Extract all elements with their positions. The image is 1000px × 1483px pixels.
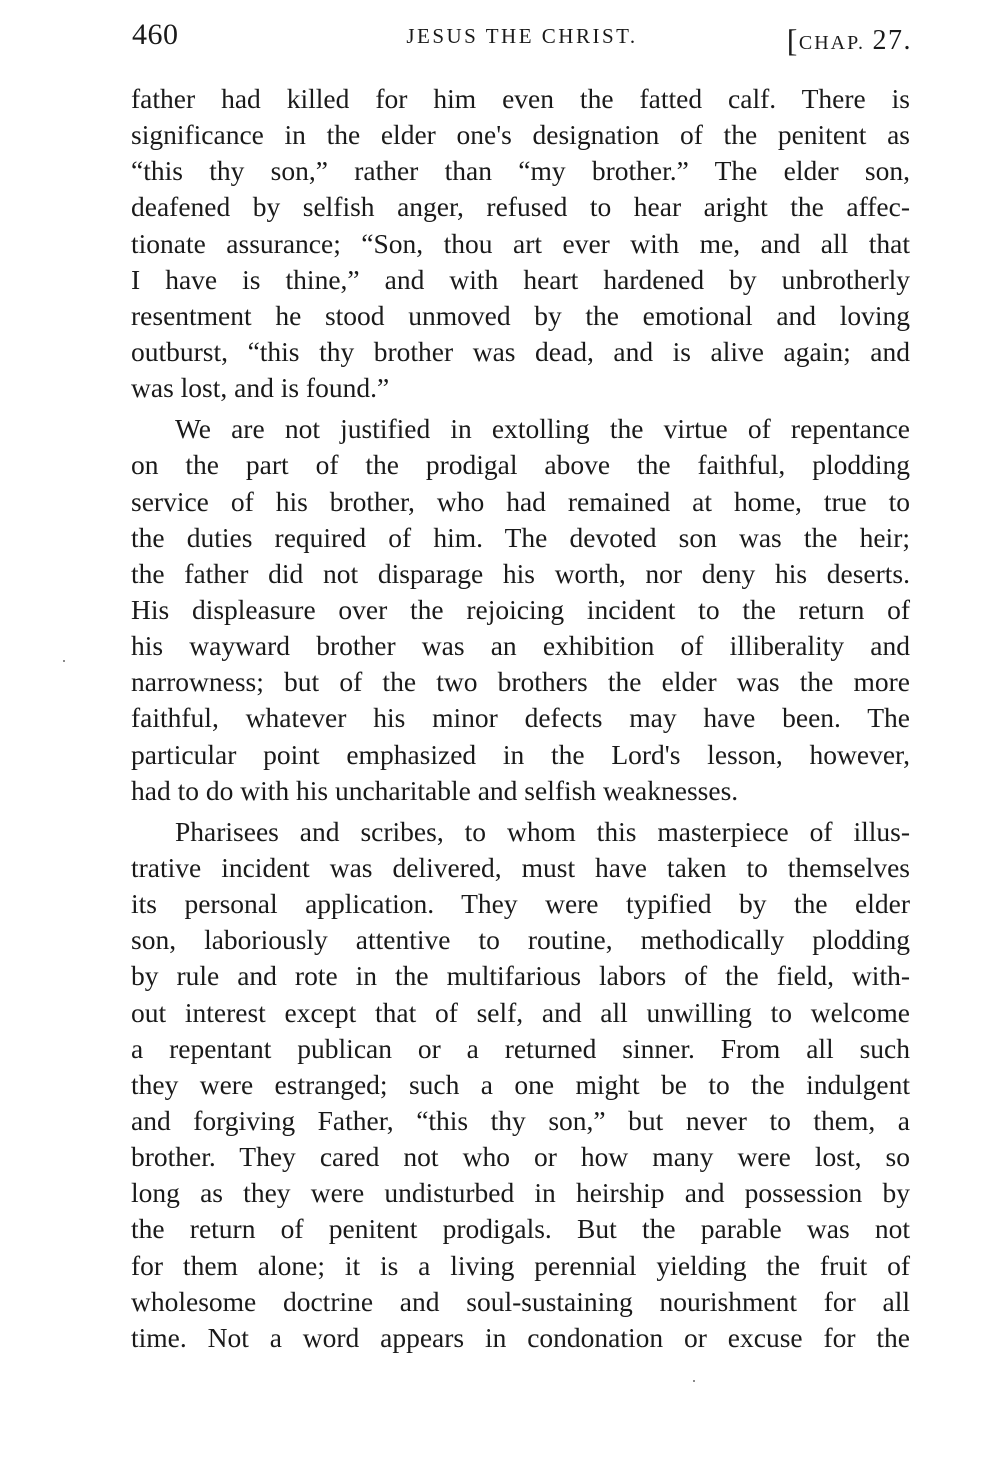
chapter-label: CHAP. [798,32,865,54]
text-line: His displeasure over the rejoicing incident to the return of [131,593,910,625]
text-line: father had killed for him even the fatted calf. There is [131,83,910,114]
text-line: on the part of the prodigal above the faithful, plodding [131,449,910,481]
text-line: the duties required of him. The devoted son was the heir; [131,521,910,553]
scan-speck [63,660,65,662]
text-line: was lost, and is found.” [131,372,390,404]
text-line: We are not justified in extolling the virtue of repentance [175,413,910,445]
text-line: Pharisees and scribes, to whom this masterpiece of illus- [175,815,910,847]
text-line: had to do with his uncharitable and selfish weaknesses. [131,774,739,806]
text-line: tionate assurance; “Son, thou art ever with me, and all that [131,227,910,259]
text-line: son, laboriously attentive to routine, methodically plodding [131,924,910,956]
text-line: service of his brother, who had remained at home, true to [131,485,910,517]
text-line: by rule and rote in the multifarious labors of the field, with- [131,960,910,992]
text-line: resentment he stood unmoved by the emotional and loving [131,299,910,331]
text-line: long as they were undisturbed in heirship and possession by [131,1177,910,1209]
running-head [132,18,912,58]
text-line: they were estranged; such a one might be to the indulgent [131,1068,910,1100]
chapter-bracket: [ [786,22,799,58]
text-line: time. Not a word appears in condonation or excuse for the [131,1321,910,1353]
text-line: a repentant publican or a returned sinner. From all such [131,1032,910,1064]
text-line: significance in the elder one's designation of the penitent as [131,119,910,151]
text-line: the father did not disparage his worth, nor deny his deserts. [131,557,910,589]
text-line: the return of penitent prodigals. But the parable was not [131,1213,910,1245]
text-line: I have is thine,” and with heart hardened by unbrotherly [131,263,910,295]
text-line: narrowness; but of the two brothers the elder was the more [131,666,910,698]
text-line: outburst, “this thy brother was dead, and is alive again; and [131,335,910,367]
text-line: particular point emphasized in the Lord's lesson, however, [131,738,910,770]
paragraph-3 [131,814,910,1356]
text-line: wholesome doctrine and soul-sustaining nourishment for all [131,1285,910,1317]
book-title: JESUS THE CHRIST. [406,24,638,48]
text-line: his wayward brother was an exhibition of illiberality and [131,630,910,662]
text-line: and forgiving Father, “this thy son,” but never to them, a [131,1104,910,1136]
text-line: out interest except that of self, and all unwilling to welcome [131,996,910,1028]
text-line: brother. They cared not who or how many were lost, so [131,1141,910,1173]
chapter-number: 27. [872,25,912,56]
paragraph-1 [131,81,910,406]
paragraph-2 [131,411,910,809]
text-line: deafened by selfish anger, refused to hear aright the affec- [131,191,910,223]
text-line: “this thy son,” rather than “my brother.” The elder son, [131,155,910,187]
text-line: faithful, whatever his minor defects may have been. The [131,702,910,734]
scan-speck [693,1380,695,1382]
text-line: trative incident was delivered, must have taken to themselves [131,851,910,883]
chapter-reference [787,20,912,57]
text-line: for them alone; it is a living perennial yielding the fruit of [131,1249,910,1281]
body-text [131,81,910,1356]
page-number: 460 [132,18,179,51]
text-line: its personal application. They were typified by the elder [131,888,910,920]
